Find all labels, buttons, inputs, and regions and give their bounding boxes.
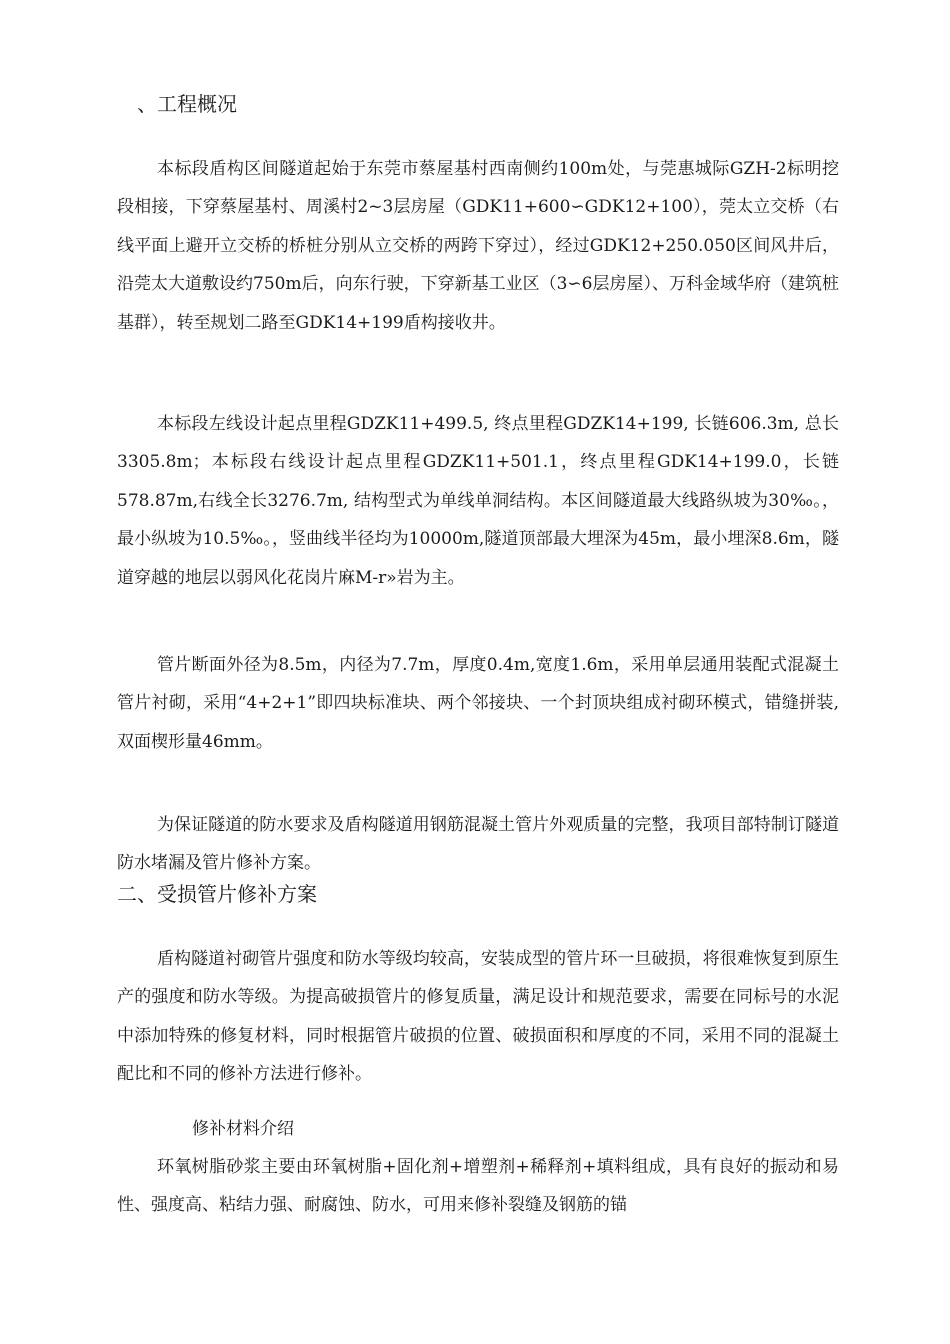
paragraph-epoxy-mortar: 环氧树脂砂浆主要由环氧树脂+固化剂+增塑剂+稀释剂+填料组成，具有良好的振动和易性、强度高、粘结力强、耐腐蚀、防水，可用来修补裂缝及钢筋的锚 bbox=[117, 1157, 839, 1216]
subheading-repair-materials: 修补材料介绍 bbox=[192, 1119, 294, 1139]
section-heading-repair-plan: 二、受损管片修补方案 bbox=[117, 882, 317, 906]
paragraph-segment-specs: 管片断面外径为8.5m，内径为7.7m，厚度0.4m,宽度1.6m，采用单层通用装配式混凝土管片衬砌，采用“4+2+1”即四块标准块、两个邻接块、一个封顶块组成衬砌环模式，错缝拼装,双面楔形量46mm。 bbox=[117, 655, 839, 752]
paragraph-purpose: 为保证隧道的防水要求及盾构隧道用钢筋混凝土管片外观质量的完整，我项目部特制订隧道防水堵漏及管片修补方案。 bbox=[117, 815, 839, 874]
paragraph-tunnel-route: 本标段盾构区间隧道起始于东莞市蔡屋基村西南侧约100m处，与莞惠城际GZH-2标明挖段相接，下穿蔡屋基村、周溪村2~3层房屋（GDK11+600∽GDK12+100），莞太立交桥（右线平面上避开立交桥的桥桩分别从立交桥的两跨下穿过），经过GDK12+250.050区间风井后，沿莞太大道敷设约750m后，向东行驶，下穿新基工业区（3∽6层房屋）、万科金域华府（建筑桩基群），转至规划二路至GDK14+199盾构接收井。 bbox=[117, 159, 839, 333]
section-heading-project-overview: 、工程概况 bbox=[137, 92, 237, 116]
paragraph-repair-intro: 盾构隧道衬砌管片强度和防水等级均较高，安装成型的管片环一旦破损，将很难恢复到原生产的强度和防水等级。为提高破损管片的修复质量，满足设计和规范要求，需要在同标号的水泥中添加特殊的修复材料，同时根据管片破损的位置、破损面积和厚度的不同，采用不同的混凝土配比和不同的修补方法进行修补。 bbox=[117, 949, 839, 1085]
paragraph-line-design: 本标段左线设计起点里程GDZK11+499.5, 终点里程GDZK14+199, 长链606.3m, 总长3305.8m；本标段右线设计起点里程GDZK11+501.1，终点里程GDK14+199.0，长链578.87m,右线全长3276.7m, 结构型式为单线单洞结构。本区间隧道最大线路纵坡为30‰。，最小纵坡为10.5‰。，竖曲线半径均为10000m,隧道顶部最大埋深为45m，最小埋深8.6m，隧道穿越的地层以弱风化花岗片麻M-r»岩为主。 bbox=[117, 414, 839, 588]
